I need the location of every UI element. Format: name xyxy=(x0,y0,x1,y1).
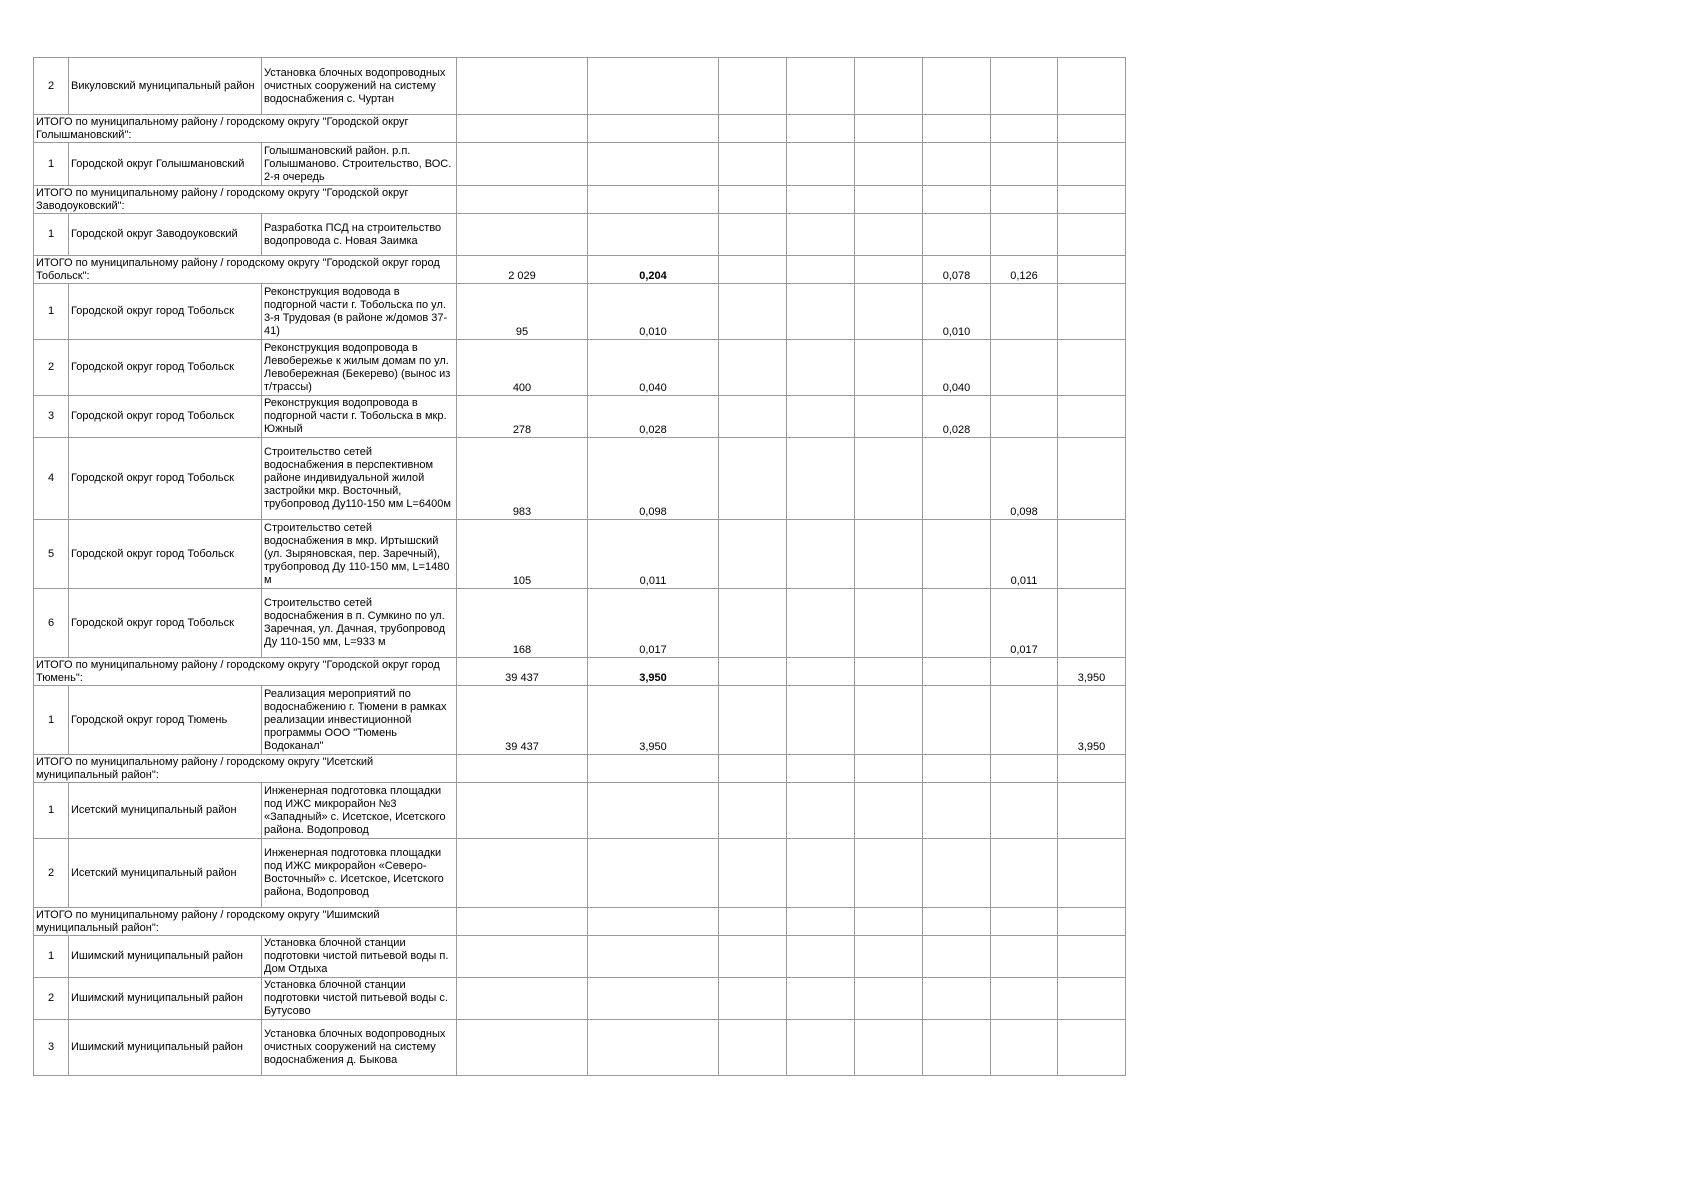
value-cell xyxy=(588,783,719,839)
value-cell xyxy=(457,755,588,783)
value-cell xyxy=(991,396,1058,438)
municipality-cell: Ишимский муниципальный район xyxy=(69,1020,262,1076)
value-cell xyxy=(855,978,923,1020)
value-cell xyxy=(457,936,588,978)
value-cell xyxy=(991,340,1058,396)
value-cell xyxy=(787,256,855,284)
value-cell xyxy=(787,58,855,115)
value-cell xyxy=(855,186,923,214)
value-cell xyxy=(855,256,923,284)
value-cell xyxy=(855,839,923,908)
table-row xyxy=(34,143,1126,186)
value-cell xyxy=(855,115,923,143)
value-cell xyxy=(787,686,855,755)
row-number: 2 xyxy=(34,58,69,115)
value-cell xyxy=(457,186,588,214)
object-cell: Строительство сетей водоснабжения в мкр. Иртышский (ул. Зыряновская, пер. Заречный), трубопровод Ду 110-150 мм, L=1480 м xyxy=(262,520,457,589)
value-cell: 3,950 xyxy=(1058,658,1126,686)
value-cell xyxy=(787,214,855,256)
value-cell xyxy=(991,658,1058,686)
value-cell xyxy=(923,686,991,755)
value-cell xyxy=(457,115,588,143)
value-cell xyxy=(991,783,1058,839)
value-cell xyxy=(855,1020,923,1076)
value-cell xyxy=(588,978,719,1020)
value-cell xyxy=(719,658,787,686)
table-row xyxy=(34,214,1126,256)
value-cell xyxy=(457,839,588,908)
value-cell xyxy=(855,438,923,520)
object-cell: Реконструкция водовода в подгорной части г. Тобольска по ул. 3-я Трудовая (в районе ж/домов 37-41) xyxy=(262,284,457,340)
table-row xyxy=(34,1020,1126,1076)
value-cell: 0,010 xyxy=(923,284,991,340)
value-cell xyxy=(923,520,991,589)
municipality-cell: Городской округ город Тобольск xyxy=(69,340,262,396)
value-cell xyxy=(1058,284,1126,340)
value-cell xyxy=(1058,1020,1126,1076)
value-cell xyxy=(923,115,991,143)
value-cell xyxy=(1058,908,1126,936)
municipality-cell: Исетский муниципальный район xyxy=(69,783,262,839)
value-cell xyxy=(855,658,923,686)
value-cell xyxy=(457,1020,588,1076)
value-cell xyxy=(787,1020,855,1076)
value-cell xyxy=(1058,256,1126,284)
municipality-cell: Городской округ город Тобольск xyxy=(69,520,262,589)
value-cell xyxy=(588,936,719,978)
value-cell xyxy=(855,755,923,783)
object-cell: Реконструкция водопровода в Левобережье к жилым домам по ул. Левобережная (Бекерево) (вынос из т/трассы) xyxy=(262,340,457,396)
value-cell xyxy=(923,186,991,214)
value-cell xyxy=(991,839,1058,908)
value-cell xyxy=(1058,186,1126,214)
value-cell xyxy=(588,214,719,256)
value-cell xyxy=(923,214,991,256)
value-cell xyxy=(719,284,787,340)
object-cell: Разработка ПСД на строительство водопровода с. Новая Заимка xyxy=(262,214,457,256)
table-row xyxy=(34,936,1126,978)
total-row xyxy=(34,658,1126,686)
value-cell xyxy=(719,686,787,755)
value-cell xyxy=(787,936,855,978)
value-cell xyxy=(991,143,1058,186)
value-cell xyxy=(1058,936,1126,978)
row-number: 1 xyxy=(34,936,69,978)
table-row xyxy=(34,438,1126,520)
value-cell: 2 029 xyxy=(457,256,588,284)
value-cell xyxy=(991,115,1058,143)
value-cell xyxy=(457,978,588,1020)
value-cell: 3,950 xyxy=(588,686,719,755)
object-cell: Инженерная подготовка площадки под ИЖС микрорайон «Северо-Восточный» с. Исетское, Исетского района, Водопровод xyxy=(262,839,457,908)
value-cell xyxy=(787,143,855,186)
value-cell xyxy=(719,214,787,256)
total-label: ИТОГО по муниципальному району / городскому округу "Городской округ Голышмановский": xyxy=(34,115,457,143)
value-cell xyxy=(855,284,923,340)
municipality-cell: Городской округ Заводоуковский xyxy=(69,214,262,256)
value-cell xyxy=(923,1020,991,1076)
value-cell xyxy=(991,686,1058,755)
value-cell xyxy=(1058,58,1126,115)
value-cell xyxy=(588,143,719,186)
value-cell xyxy=(991,936,1058,978)
value-cell xyxy=(787,783,855,839)
value-cell xyxy=(719,755,787,783)
municipality-cell: Городской округ город Тобольск xyxy=(69,589,262,658)
row-number: 4 xyxy=(34,438,69,520)
value-cell xyxy=(991,58,1058,115)
value-cell xyxy=(588,839,719,908)
row-number: 2 xyxy=(34,978,69,1020)
funding-table xyxy=(33,57,1126,1076)
value-cell xyxy=(923,783,991,839)
value-cell xyxy=(923,839,991,908)
value-cell xyxy=(787,284,855,340)
value-cell xyxy=(787,520,855,589)
value-cell xyxy=(991,186,1058,214)
value-cell xyxy=(457,58,588,115)
value-cell xyxy=(787,589,855,658)
value-cell xyxy=(588,58,719,115)
value-cell xyxy=(787,978,855,1020)
value-cell xyxy=(1058,520,1126,589)
value-cell: 0,011 xyxy=(991,520,1058,589)
value-cell xyxy=(588,186,719,214)
value-cell xyxy=(991,755,1058,783)
row-number: 3 xyxy=(34,396,69,438)
row-number: 5 xyxy=(34,520,69,589)
value-cell xyxy=(719,256,787,284)
value-cell: 0,204 xyxy=(588,256,719,284)
value-cell xyxy=(588,1020,719,1076)
value-cell xyxy=(923,589,991,658)
row-number: 1 xyxy=(34,284,69,340)
object-cell: Реализация мероприятий по водоснабжению г. Тюмени в рамках реализации инвестиционной программы ООО "Тюмень Водоканал" xyxy=(262,686,457,755)
value-cell xyxy=(855,340,923,396)
value-cell: 0,078 xyxy=(923,256,991,284)
municipality-cell: Викуловский муниципальный район xyxy=(69,58,262,115)
table-row xyxy=(34,396,1126,438)
municipality-cell: Городской округ Голышмановский xyxy=(69,143,262,186)
total-row xyxy=(34,115,1126,143)
value-cell xyxy=(457,214,588,256)
value-cell: 39 437 xyxy=(457,686,588,755)
row-number: 6 xyxy=(34,589,69,658)
row-number: 2 xyxy=(34,839,69,908)
value-cell: 168 xyxy=(457,589,588,658)
table-row xyxy=(34,978,1126,1020)
value-cell: 0,028 xyxy=(588,396,719,438)
value-cell: 0,098 xyxy=(588,438,719,520)
table-row xyxy=(34,839,1126,908)
value-cell xyxy=(719,589,787,658)
value-cell xyxy=(1058,978,1126,1020)
value-cell xyxy=(991,284,1058,340)
row-number: 3 xyxy=(34,1020,69,1076)
value-cell xyxy=(588,755,719,783)
value-cell xyxy=(719,908,787,936)
value-cell xyxy=(1058,115,1126,143)
value-cell: 0,040 xyxy=(923,340,991,396)
value-cell xyxy=(923,58,991,115)
value-cell xyxy=(855,908,923,936)
value-cell xyxy=(1058,396,1126,438)
value-cell xyxy=(855,143,923,186)
object-cell: Установка блочных водопроводных очистных сооружений на систему водоснабжения с. Чуртан xyxy=(262,58,457,115)
value-cell xyxy=(457,908,588,936)
value-cell xyxy=(588,115,719,143)
table-row xyxy=(34,783,1126,839)
municipality-cell: Городской округ город Тобольск xyxy=(69,396,262,438)
value-cell: 0,017 xyxy=(991,589,1058,658)
value-cell: 278 xyxy=(457,396,588,438)
value-cell xyxy=(719,520,787,589)
municipality-cell: Ишимский муниципальный район xyxy=(69,978,262,1020)
row-number: 1 xyxy=(34,214,69,256)
table-row xyxy=(34,686,1126,755)
table-row xyxy=(34,520,1126,589)
value-cell xyxy=(855,783,923,839)
value-cell xyxy=(1058,839,1126,908)
value-cell xyxy=(855,589,923,658)
value-cell xyxy=(787,438,855,520)
total-label: ИТОГО по муниципальному району / городскому округу "Городской округ город Тюмень": xyxy=(34,658,457,686)
value-cell xyxy=(787,396,855,438)
value-cell xyxy=(787,658,855,686)
total-row xyxy=(34,755,1126,783)
value-cell xyxy=(923,438,991,520)
value-cell xyxy=(719,186,787,214)
value-cell xyxy=(787,115,855,143)
value-cell xyxy=(991,908,1058,936)
value-cell xyxy=(787,186,855,214)
value-cell xyxy=(991,978,1058,1020)
value-cell xyxy=(923,658,991,686)
municipality-cell: Ишимский муниципальный район xyxy=(69,936,262,978)
value-cell xyxy=(855,936,923,978)
value-cell xyxy=(1058,589,1126,658)
value-cell xyxy=(1058,783,1126,839)
value-cell xyxy=(719,936,787,978)
row-number: 1 xyxy=(34,143,69,186)
value-cell xyxy=(1058,340,1126,396)
value-cell: 0,126 xyxy=(991,256,1058,284)
object-cell: Установка блочной станции подготовки чистой питьевой воды с. Бутусово xyxy=(262,978,457,1020)
value-cell xyxy=(1058,143,1126,186)
value-cell xyxy=(719,438,787,520)
value-cell xyxy=(719,115,787,143)
value-cell xyxy=(719,839,787,908)
total-row xyxy=(34,908,1126,936)
value-cell xyxy=(923,978,991,1020)
value-cell: 3,950 xyxy=(588,658,719,686)
value-cell xyxy=(855,396,923,438)
value-cell xyxy=(787,839,855,908)
value-cell xyxy=(787,340,855,396)
value-cell xyxy=(719,978,787,1020)
object-cell: Инженерная подготовка площадки под ИЖС микрорайон №3 «Западный» с. Исетское, Исетского района. Водопровод xyxy=(262,783,457,839)
value-cell xyxy=(923,908,991,936)
value-cell xyxy=(719,340,787,396)
value-cell xyxy=(923,755,991,783)
value-cell xyxy=(855,214,923,256)
value-cell: 0,011 xyxy=(588,520,719,589)
value-cell: 3,950 xyxy=(1058,686,1126,755)
value-cell xyxy=(588,908,719,936)
value-cell xyxy=(719,1020,787,1076)
value-cell xyxy=(1058,438,1126,520)
value-cell xyxy=(991,1020,1058,1076)
row-number: 2 xyxy=(34,340,69,396)
value-cell xyxy=(719,783,787,839)
total-row xyxy=(34,256,1126,284)
value-cell xyxy=(1058,755,1126,783)
value-cell xyxy=(923,143,991,186)
table-row xyxy=(34,589,1126,658)
value-cell: 400 xyxy=(457,340,588,396)
table-row xyxy=(34,58,1126,115)
value-cell: 0,098 xyxy=(991,438,1058,520)
value-cell: 39 437 xyxy=(457,658,588,686)
object-cell: Установка блочной станции подготовки чистой питьевой воды п. Дом Отдыха xyxy=(262,936,457,978)
total-label: ИТОГО по муниципальному району / городскому округу "Городской округ Заводоуковский": xyxy=(34,186,457,214)
value-cell: 105 xyxy=(457,520,588,589)
table-row xyxy=(34,284,1126,340)
value-cell xyxy=(457,143,588,186)
value-cell xyxy=(1058,214,1126,256)
total-label: ИТОГО по муниципальному району / городскому округу "Ишимский муниципальный район": xyxy=(34,908,457,936)
value-cell xyxy=(719,396,787,438)
value-cell: 983 xyxy=(457,438,588,520)
total-label: ИТОГО по муниципальному району / городскому округу "Городской округ город Тобольск": xyxy=(34,256,457,284)
municipality-cell: Городской округ город Тобольск xyxy=(69,438,262,520)
value-cell xyxy=(787,908,855,936)
object-cell: Установка блочных водопроводных очистных сооружений на систему водоснабжения д. Быкова xyxy=(262,1020,457,1076)
value-cell xyxy=(787,755,855,783)
municipality-cell: Городской округ город Тобольск xyxy=(69,284,262,340)
row-number: 1 xyxy=(34,783,69,839)
value-cell: 0,010 xyxy=(588,284,719,340)
value-cell xyxy=(719,58,787,115)
value-cell xyxy=(855,58,923,115)
object-cell: Строительство сетей водоснабжения в перспективном районе индивидуальной жилой застройки мкр. Восточный, трубопровод Ду110-150 мм L=6400м xyxy=(262,438,457,520)
value-cell: 95 xyxy=(457,284,588,340)
row-number: 1 xyxy=(34,686,69,755)
value-cell: 0,028 xyxy=(923,396,991,438)
object-cell: Реконструкция водопровода в подгорной части г. Тобольска в мкр. Южный xyxy=(262,396,457,438)
municipality-cell: Исетский муниципальный район xyxy=(69,839,262,908)
total-label: ИТОГО по муниципальному району / городскому округу "Исетский муниципальный район": xyxy=(34,755,457,783)
object-cell: Голышмановский район. р.п. Голышманово. Строительство, ВОС. 2-я очередь xyxy=(262,143,457,186)
value-cell xyxy=(923,936,991,978)
value-cell xyxy=(719,143,787,186)
value-cell xyxy=(991,214,1058,256)
object-cell: Строительство сетей водоснабжения в п. Сумкино по ул. Заречная, ул. Дачная, трубопровод Ду 110-150 мм, L=933 м xyxy=(262,589,457,658)
municipality-cell: Городской округ город Тюмень xyxy=(69,686,262,755)
value-cell: 0,040 xyxy=(588,340,719,396)
value-cell xyxy=(855,520,923,589)
value-cell xyxy=(457,783,588,839)
value-cell xyxy=(855,686,923,755)
table-row xyxy=(34,340,1126,396)
total-row xyxy=(34,186,1126,214)
value-cell: 0,017 xyxy=(588,589,719,658)
